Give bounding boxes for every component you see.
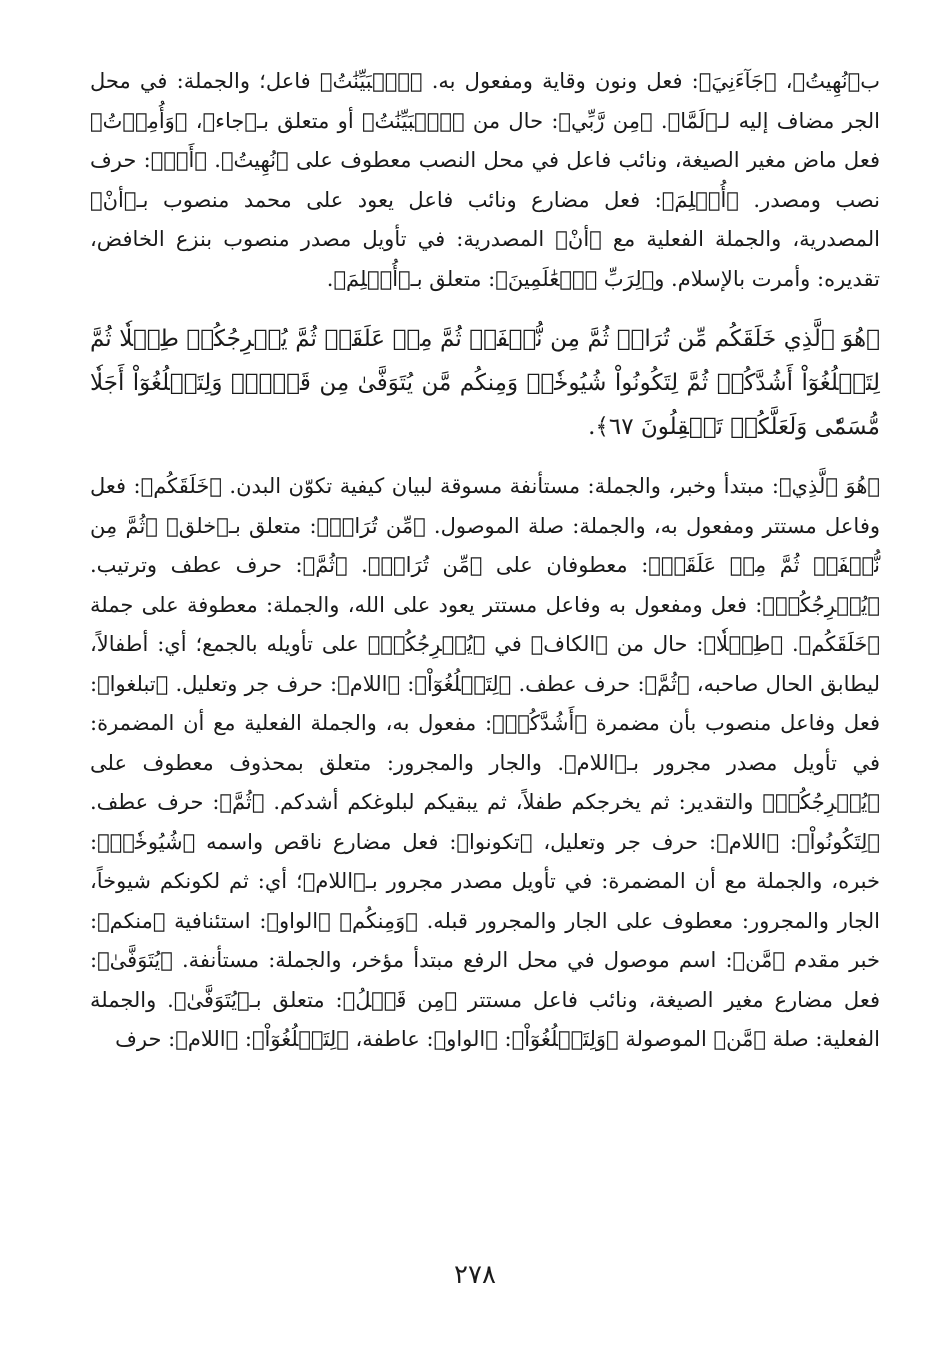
document-page [90, 62, 880, 1060]
quran-verse: ﴿هُوَ ٱلَّذِي خَلَقَكُم مِّن تُرَابٖ ثُمَّ مِن نُّطۡفَةٖ ثُمَّ مِنۡ عَلَقَةٖ ثُمَّ يُخۡرِجُكُمۡ طِفۡلٗا ثُمَّ لِتَبۡلُغُوٓاْ أَشُدَّكُمۡ ثُمَّ لِتَكُونُواْ شُيُوخٗاۚ وَمِنكُم مَّن يُتَوَفَّىٰ مِن قَبۡلُۖ وَلِتَبۡلُغُوٓاْ أَجَلٗا مُّسَمّٗى وَلَعَلَّكُمۡ تَعۡقِلُونَ ٦٧﴾. [90, 326, 880, 440]
page-number: ٢٧٨ [454, 1260, 496, 1290]
paragraph-grammar-analysis-1: ب﴿نُهِيتُ﴾، ﴿جَآءَنِيَ﴾: فعل ونون وقاية ومفعول به. ﴿ٱلۡبَيِّنَٰتُ﴾ فاعل؛ والجملة: في محل الجر مضاف إليه لـ﴿لَمَّا﴾. ﴿مِن رَّبِّي﴾: حال من ﴿ٱلۡبَيِّنَٰتُ﴾ أو متعلق بـ﴿جاء﴾، ﴿وَأُمِرۡتُ﴾ فعل ماض مغير الصيغة، ونائب فاعل في محل النصب معطوف على ﴿نُهِيتُ﴾. ﴿أَنۡ﴾: حرف نصب ومصدر. ﴿أُسۡلِمَ﴾: فعل مضارع ونائب فاعل يعود على محمد منصوب بـ﴿أنْ﴾ المصدرية، والجملة الفعلية مع ﴿أنْ﴾ المصدرية: في تأويل مصدر منصوب بنزع الخافض، تقديره: وأمرت بالإسلام. و﴿لِرَبِّ ٱلۡعَٰلَمِينَ﴾: متعلق بـ﴿أُسۡلِمَ﴾. [90, 69, 880, 291]
paragraph-grammar-analysis-2: ﴿هُوَ ٱلَّذِي﴾: مبتدأ وخبر، والجملة: مستأنفة مسوقة لبيان كيفية تكوّن البدن. ﴿خَلَقَكُم﴾: فعل وفاعل مستتر ومفعول به، والجملة: صلة الموصول. ﴿مِّن تُرَابٖ﴾: متعلق بـ﴿خلق﴾ ﴿ثُمَّ مِن نُّطۡفَةٖ ثُمَّ مِنۡ عَلَقَةٖ﴾: معطوفان على ﴿مِّن تُرَابٖ﴾. ﴿ثُمَّ﴾: حرف عطف وترتيب. ﴿يُخۡرِجُكُمۡ﴾: فعل ومفعول به وفاعل مستتر يعود على الله، والجملة: معطوفة على جملة ﴿خَلَقَكُم﴾. ﴿طِفۡلٗا﴾: حال من ﴿الكاف﴾ في ﴿يُخۡرِجُكُمۡ﴾ على تأويله بالجمع؛ أي: أطفالاً، ليطابق الحال صاحبه، ﴿ثُمَّ﴾: حرف عطف. ﴿لِتَبۡلُغُوٓاْ﴾: ﴿اللام﴾: حرف جر وتعليل. ﴿تبلغوا﴾: فعل وفاعل منصوب بأن مضمرة ﴿أَشُدَّكُمۡ﴾: مفعول به، والجملة الفعلية مع أن المضمرة: في تأويل مصدر مجرور بـ﴿اللام﴾. والجار والمجرور: متعلق بمحذوف معطوف على ﴿يُخۡرِجُكُمۡ﴾ والتقدير: ثم يخرجكم طفلاً، ثم يبقيكم لبلوغكم أشدكم. ﴿ثُمَّ﴾: حرف عطف. ﴿لِتَكُونُواْ﴾: ﴿اللام﴾: حرف جر وتعليل، ﴿تكونوا﴾: فعل مضارع ناقص واسمه ﴿شُيُوخٗاۚ﴾: خبره، والجملة مع أن المضمرة: في تأويل مصدر مجرور بـ﴿اللام﴾؛ أي: ثم لكونكم شيوخاً، الجار والمجرور: معطوف على الجار والمجرور قبله. ﴿وَمِنكُم﴾ ﴿الواو﴾: استئنافية ﴿منكم﴾: خبر مقدم ﴿مَّن﴾: اسم موصول في محل الرفع مبتدأ مؤخر، والجملة: مستأنفة. ﴿يُتَوَفَّىٰ﴾: فعل مضارع مغير الصيغة، ونائب فاعل مستتر ﴿مِن قَبۡلُ﴾: متعلق بـ﴿يُتَوَفَّىٰ﴾. والجملة الفعلية: صلة ﴿مَّن﴾ الموصولة ﴿وَلِتَبۡلُغُوٓاْ﴾: ﴿الواو﴾: عاطفة، ﴿لِتَبۡلُغُوٓاْ﴾: ﴿اللام﴾: حرف [90, 474, 880, 1051]
